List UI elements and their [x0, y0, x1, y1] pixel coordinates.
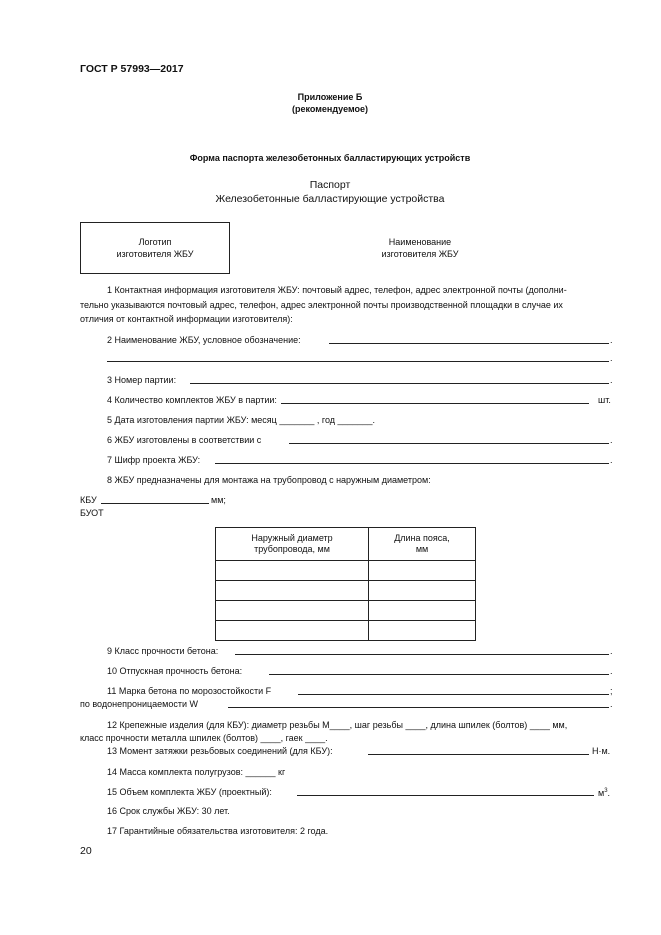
item-2-dot: . [610, 335, 613, 345]
logo-box-line1: Логотип [138, 237, 172, 247]
item-9-label: 9 Класс прочности бетона: [107, 646, 219, 656]
kbu-label: КБУ [80, 495, 97, 505]
item-11-label-1: 11 Марка бетона по морозостойкости F [107, 686, 272, 696]
page-number: 20 [80, 845, 92, 857]
manufacturer-name-line1: Наименование [388, 237, 452, 247]
item-6-label: 6 ЖБУ изготовлены в соответствии с [107, 435, 262, 445]
table-header-diameter [216, 528, 369, 561]
logo-box-line2: изготовителя ЖБУ [116, 249, 194, 259]
item-7-dot: . [610, 455, 613, 465]
table-row [216, 621, 476, 641]
item-15-unit [598, 786, 610, 799]
item-7-fill-line[interactable] [215, 463, 609, 464]
appendix-subtitle: (рекомендуемое) [292, 104, 368, 114]
item-6-fill-line[interactable] [289, 443, 609, 444]
passport-word: Паспорт [309, 179, 351, 191]
item-10-fill-line[interactable] [269, 674, 609, 675]
item-14-label: 14 Масса комплекта полугрузов: ______ кг [107, 767, 286, 777]
table-row [216, 581, 476, 601]
item-16-label: 16 Срок службы ЖБУ: 30 лет. [107, 806, 230, 816]
table-cell[interactable] [369, 601, 476, 621]
buot-label: БУОТ [80, 508, 104, 518]
table-header-belt-length-line2: мм [415, 544, 429, 554]
appendix-title: Приложение Б [297, 92, 363, 102]
item-5-label: 5 Дата изготовления партии ЖБУ: месяц _______ , год _______. [107, 415, 376, 425]
item-11-dot: . [610, 699, 613, 709]
item-6-dot: . [610, 435, 613, 445]
item-4-label: 4 Количество комплектов ЖБУ в партии: [107, 395, 277, 405]
item-15-fill-line[interactable] [297, 795, 594, 796]
standard-number: ГОСТ Р 57993—2017 [80, 63, 184, 75]
table-cell[interactable] [216, 561, 369, 581]
item-9-fill-line[interactable] [235, 654, 609, 655]
item-11-fill-line-1[interactable] [298, 694, 609, 695]
item-2-label: 2 Наименование ЖБУ, условное обозначение: [107, 335, 301, 345]
table-header-belt-length-line1: Длина пояса, [394, 533, 450, 543]
item-8-label: 8 ЖБУ предназначены для монтажа на трубопровод с наружным диаметром: [107, 475, 431, 485]
item-2-fill-line[interactable] [329, 343, 609, 344]
item-11-fill-line-2[interactable] [228, 707, 609, 708]
item-1-line2: тельно указываются почтовый адрес, телефон, адрес электронной почты производственной площадки в случае их [80, 300, 563, 310]
table-cell[interactable] [369, 561, 476, 581]
item-3-dot: . [610, 375, 613, 385]
table-header-belt-length [369, 528, 476, 561]
item-17-label: 17 Гарантийные обязательства изготовителя: 2 года. [107, 826, 329, 836]
item-2-fill-line-2[interactable] [107, 361, 609, 362]
item-13-label: 13 Момент затяжки резьбовых соединений (для КБУ): [107, 746, 333, 756]
item-15-dot: . [607, 788, 611, 798]
table-cell[interactable] [216, 581, 369, 601]
form-title: Форма паспорта железобетонных балластирующих устройств [189, 153, 471, 163]
item-1-line1: 1 Контактная информация изготовителя ЖБУ: почтовый адрес, телефон, адрес электронной почты (дополни- [107, 285, 567, 295]
kbu-fill-line[interactable] [101, 503, 209, 504]
item-1-line3: отличия от контактной информации изготовителя): [80, 314, 293, 324]
item-15-unit-text: м [598, 788, 605, 798]
table-header-diameter-line1: Наружный диаметр [251, 533, 333, 543]
item-11-label-2: по водонепроницаемости W [80, 699, 198, 709]
item-13-unit: Н·м. [592, 746, 611, 756]
item-10-dot: . [610, 666, 613, 676]
manufacturer-name-line2: изготовителя ЖБУ [381, 249, 459, 259]
table-row [216, 561, 476, 581]
item-15-unit-sup: 3 [604, 788, 608, 794]
item-12-line2: класс прочности металла шпилек (болтов) ____, гаек ____. [80, 733, 328, 743]
item-4-fill-line[interactable] [281, 403, 589, 404]
item-13-fill-line[interactable] [368, 754, 589, 755]
item-4-unit: шт. [598, 395, 611, 405]
item-7-label: 7 Шифр проекта ЖБУ: [107, 455, 201, 465]
table-cell[interactable] [216, 621, 369, 641]
item-3-fill-line[interactable] [190, 383, 609, 384]
table-header-diameter-line2: трубопровода, мм [254, 544, 330, 554]
diameter-table [215, 527, 476, 641]
passport-subject: Железобетонные балластирующие устройства [215, 193, 445, 205]
table-cell[interactable] [369, 581, 476, 601]
item-15-label: 15 Объем комплекта ЖБУ (проектный): [107, 787, 272, 797]
logo-box [80, 222, 230, 274]
item-11-semicolon: ; [610, 686, 613, 696]
item-2-dot-2: . [610, 353, 613, 363]
item-12-line1: 12 Крепежные изделия (для КБУ): диаметр резьбы М____, шаг резьбы ____, длина шпилек (болтов) ____ мм, [107, 720, 568, 730]
table-cell[interactable] [216, 601, 369, 621]
item-3-label: 3 Номер партии: [107, 375, 177, 385]
item-10-label: 10 Отпускная прочность бетона: [107, 666, 243, 676]
table-cell[interactable] [369, 621, 476, 641]
item-9-dot: . [610, 646, 613, 656]
kbu-unit: мм; [211, 495, 226, 505]
table-row [216, 601, 476, 621]
